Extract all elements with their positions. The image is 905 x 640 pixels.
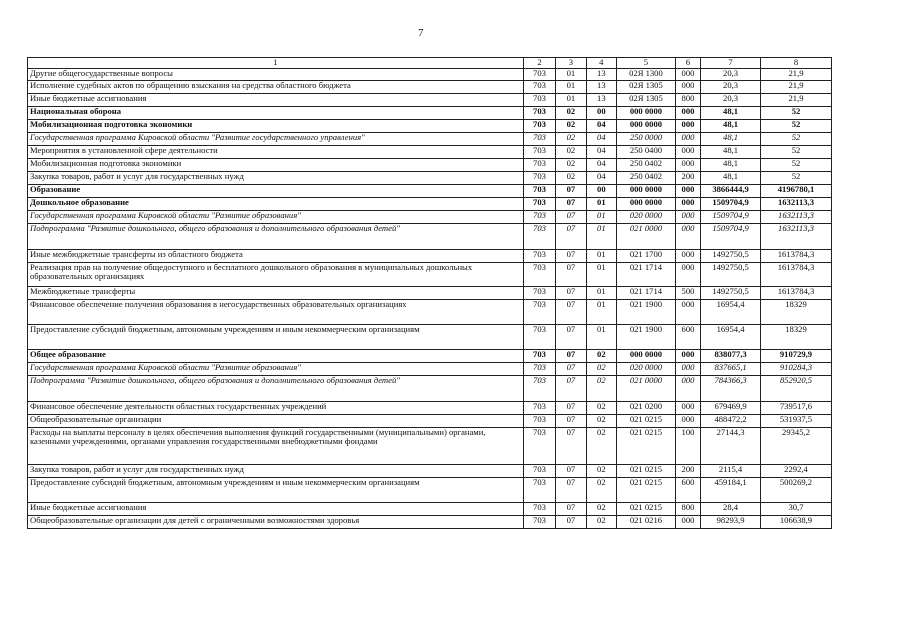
table-row	[28, 349, 832, 362]
table-row	[28, 427, 832, 464]
code-section-cell: 07	[556, 477, 586, 502]
row-name-cell: Дошкольное образование	[28, 197, 524, 210]
code-admin-cell: 703	[523, 502, 555, 515]
amount-year2-cell: 852920,5	[760, 375, 831, 401]
code-admin-cell: 703	[523, 414, 555, 427]
code-section-cell: 07	[556, 502, 586, 515]
code-section-cell: 07	[556, 414, 586, 427]
amount-year2-cell: 1613784,3	[760, 249, 831, 262]
amount-year2-cell: 30,7	[760, 502, 831, 515]
code-subsection-cell: 02	[586, 515, 616, 528]
code-section-cell: 02	[556, 132, 586, 145]
row-name-cell: Общее образование	[28, 349, 524, 362]
row-name-cell: Национальная оборона	[28, 106, 524, 119]
code-admin-cell: 703	[523, 197, 555, 210]
code-subsection-cell: 04	[586, 145, 616, 158]
table-row	[28, 80, 832, 93]
code-target-cell: 02Я 1305	[617, 80, 676, 93]
code-expense-type-cell: 000	[675, 80, 700, 93]
row-name-cell: Закупка товаров, работ и услуг для государственных нужд	[28, 171, 524, 184]
amount-year1-cell: 679469,9	[701, 401, 761, 414]
row-name-cell: Исполнение судебных актов по обращению взыскания на средства областного бюджета	[28, 80, 524, 93]
code-subsection-cell: 04	[586, 132, 616, 145]
row-name-cell: Другие общегосударственные вопросы	[28, 68, 524, 80]
code-admin-cell: 703	[523, 477, 555, 502]
code-expense-type-cell: 000	[675, 210, 700, 223]
amount-year2-cell: 18329	[760, 299, 831, 324]
code-target-cell: 250 0000	[617, 132, 676, 145]
code-target-cell: 021 0200	[617, 401, 676, 414]
code-subsection-cell: 13	[586, 80, 616, 93]
table-header-row	[28, 58, 832, 69]
code-expense-type-cell: 600	[675, 324, 700, 349]
budget-table	[27, 57, 832, 529]
code-target-cell: 021 0215	[617, 477, 676, 502]
code-subsection-cell: 04	[586, 171, 616, 184]
amount-year2-cell: 500269,2	[760, 477, 831, 502]
code-expense-type-cell: 000	[675, 106, 700, 119]
code-target-cell: 02Я 1300	[617, 68, 676, 80]
code-subsection-cell: 02	[586, 349, 616, 362]
code-target-cell: 000 0000	[617, 119, 676, 132]
amount-year2-cell: 106638,9	[760, 515, 831, 528]
row-name-cell: Межбюджетные трансферты	[28, 286, 524, 299]
code-admin-cell: 703	[523, 119, 555, 132]
row-name-cell: Подпрограмма "Развитие дошкольного, общего образования и дополнительного образования детей"	[28, 375, 524, 401]
code-expense-type-cell: 800	[675, 502, 700, 515]
amount-year1-cell: 28,4	[701, 502, 761, 515]
code-target-cell: 021 0216	[617, 515, 676, 528]
table-row	[28, 477, 832, 502]
code-admin-cell: 703	[523, 184, 555, 197]
code-section-cell: 07	[556, 515, 586, 528]
code-section-cell: 07	[556, 375, 586, 401]
code-target-cell: 021 0215	[617, 414, 676, 427]
row-name-cell: Подпрограмма "Развитие дошкольного, общего образования и дополнительного образования детей"	[28, 223, 524, 249]
code-admin-cell: 703	[523, 464, 555, 477]
table-row	[28, 132, 832, 145]
page-number: 7	[418, 27, 424, 39]
code-subsection-cell: 01	[586, 210, 616, 223]
header-cell: 7	[701, 58, 761, 69]
amount-year2-cell: 52	[760, 132, 831, 145]
code-target-cell: 000 0000	[617, 106, 676, 119]
table-row	[28, 362, 832, 375]
code-subsection-cell: 02	[586, 502, 616, 515]
code-section-cell: 01	[556, 68, 586, 80]
amount-year1-cell: 48,1	[701, 171, 761, 184]
header-cell: 4	[586, 58, 616, 69]
code-admin-cell: 703	[523, 223, 555, 249]
code-target-cell: 02Я 1305	[617, 93, 676, 106]
table-row	[28, 210, 832, 223]
row-name-cell: Образование	[28, 184, 524, 197]
code-target-cell: 021 1714	[617, 262, 676, 286]
code-target-cell: 021 1714	[617, 286, 676, 299]
table-row	[28, 171, 832, 184]
code-subsection-cell: 02	[586, 427, 616, 464]
code-target-cell: 250 0402	[617, 171, 676, 184]
row-name-cell: Предоставление субсидий бюджетным, автономным учреждениям и иным некоммерческим организациям	[28, 324, 524, 349]
code-section-cell: 02	[556, 145, 586, 158]
amount-year1-cell: 20,3	[701, 80, 761, 93]
code-subsection-cell: 01	[586, 223, 616, 249]
row-name-cell: Расходы на выплаты персоналу в целях обеспечения выполнения функций государственными (муниципальными) органами, казенными учреждениями, органами управления государственными внебюджетными фондами	[28, 427, 524, 464]
code-subsection-cell: 04	[586, 158, 616, 171]
code-expense-type-cell: 000	[675, 262, 700, 286]
row-name-cell: Предоставление субсидий бюджетным, автономным учреждениям и иным некоммерческим организациям	[28, 477, 524, 502]
row-name-cell: Мобилизационная подготовка экономики	[28, 119, 524, 132]
code-expense-type-cell: 000	[675, 299, 700, 324]
amount-year1-cell: 48,1	[701, 132, 761, 145]
row-name-cell: Иные бюджетные ассигнования	[28, 93, 524, 106]
code-expense-type-cell: 000	[675, 223, 700, 249]
table-row	[28, 324, 832, 349]
code-admin-cell: 703	[523, 515, 555, 528]
code-section-cell: 02	[556, 106, 586, 119]
amount-year2-cell: 18329	[760, 324, 831, 349]
code-subsection-cell: 01	[586, 197, 616, 210]
amount-year2-cell: 2292,4	[760, 464, 831, 477]
code-expense-type-cell: 000	[675, 362, 700, 375]
code-expense-type-cell: 000	[675, 414, 700, 427]
table-row	[28, 464, 832, 477]
code-target-cell: 021 1900	[617, 324, 676, 349]
row-name-cell: Мобилизационная подготовка экономики	[28, 158, 524, 171]
code-target-cell: 021 0000	[617, 223, 676, 249]
amount-year1-cell: 784366,3	[701, 375, 761, 401]
code-subsection-cell: 00	[586, 184, 616, 197]
amount-year2-cell: 52	[760, 119, 831, 132]
code-expense-type-cell: 000	[675, 197, 700, 210]
amount-year2-cell: 52	[760, 106, 831, 119]
code-admin-cell: 703	[523, 299, 555, 324]
code-expense-type-cell: 000	[675, 375, 700, 401]
code-expense-type-cell: 000	[675, 249, 700, 262]
row-name-cell: Государственная программа Кировской области "Развитие государственного управления"	[28, 132, 524, 145]
row-name-cell: Общеобразовательные организации для детей с ограниченными возможностями здоровья	[28, 515, 524, 528]
code-section-cell: 07	[556, 249, 586, 262]
code-admin-cell: 703	[523, 93, 555, 106]
table-row	[28, 375, 832, 401]
code-expense-type-cell: 600	[675, 477, 700, 502]
amount-year1-cell: 838077,3	[701, 349, 761, 362]
code-section-cell: 07	[556, 324, 586, 349]
code-expense-type-cell: 000	[675, 515, 700, 528]
header-cell: 8	[760, 58, 831, 69]
amount-year1-cell: 48,1	[701, 119, 761, 132]
code-expense-type-cell: 000	[675, 401, 700, 414]
code-target-cell: 000 0000	[617, 184, 676, 197]
amount-year2-cell: 52	[760, 145, 831, 158]
table-row	[28, 262, 832, 286]
code-admin-cell: 703	[523, 80, 555, 93]
table-row	[28, 119, 832, 132]
code-admin-cell: 703	[523, 427, 555, 464]
amount-year2-cell: 4196780,1	[760, 184, 831, 197]
amount-year1-cell: 837665,1	[701, 362, 761, 375]
header-cell: 2	[523, 58, 555, 69]
row-name-cell: Общеобразовательные организации	[28, 414, 524, 427]
amount-year2-cell: 21,9	[760, 93, 831, 106]
code-subsection-cell: 13	[586, 68, 616, 80]
amount-year2-cell: 739517,6	[760, 401, 831, 414]
code-admin-cell: 703	[523, 324, 555, 349]
code-subsection-cell: 13	[586, 93, 616, 106]
amount-year1-cell: 48,1	[701, 158, 761, 171]
amount-year1-cell: 1509704,9	[701, 197, 761, 210]
table-row	[28, 145, 832, 158]
code-section-cell: 07	[556, 299, 586, 324]
table-row	[28, 68, 832, 80]
table-row	[28, 414, 832, 427]
amount-year1-cell: 27144,3	[701, 427, 761, 464]
code-expense-type-cell: 000	[675, 145, 700, 158]
header-cell: 5	[617, 58, 676, 69]
amount-year1-cell: 488472,2	[701, 414, 761, 427]
row-name-cell: Мероприятия в установленной сфере деятельности	[28, 145, 524, 158]
code-admin-cell: 703	[523, 349, 555, 362]
amount-year1-cell: 1509704,9	[701, 223, 761, 249]
table-row	[28, 286, 832, 299]
code-section-cell: 02	[556, 119, 586, 132]
code-admin-cell: 703	[523, 210, 555, 223]
code-expense-type-cell: 800	[675, 93, 700, 106]
amount-year1-cell: 1492750,5	[701, 262, 761, 286]
header-cell: 1	[28, 58, 524, 69]
code-admin-cell: 703	[523, 262, 555, 286]
amount-year2-cell: 1632113,3	[760, 223, 831, 249]
amount-year1-cell: 1492750,5	[701, 249, 761, 262]
code-admin-cell: 703	[523, 68, 555, 80]
code-section-cell: 07	[556, 210, 586, 223]
row-name-cell: Иные бюджетные ассигнования	[28, 502, 524, 515]
amount-year2-cell: 531937,5	[760, 414, 831, 427]
table-row	[28, 184, 832, 197]
code-admin-cell: 703	[523, 249, 555, 262]
code-subsection-cell: 02	[586, 414, 616, 427]
row-name-cell: Государственная программа Кировской области "Развитие образования"	[28, 210, 524, 223]
amount-year2-cell: 21,9	[760, 80, 831, 93]
amount-year1-cell: 16954,4	[701, 299, 761, 324]
row-name-cell: Финансовое обеспечение деятельности областных государственных учреждений	[28, 401, 524, 414]
code-admin-cell: 703	[523, 401, 555, 414]
amount-year2-cell: 1632113,3	[760, 210, 831, 223]
amount-year2-cell: 52	[760, 171, 831, 184]
amount-year1-cell: 2115,4	[701, 464, 761, 477]
code-expense-type-cell: 000	[675, 68, 700, 80]
row-name-cell: Иные межбюджетные трансферты из областного бюджета	[28, 249, 524, 262]
amount-year2-cell: 29345,2	[760, 427, 831, 464]
code-admin-cell: 703	[523, 362, 555, 375]
code-admin-cell: 703	[523, 145, 555, 158]
table-row	[28, 106, 832, 119]
amount-year1-cell: 20,3	[701, 68, 761, 80]
amount-year1-cell: 20,3	[701, 93, 761, 106]
code-expense-type-cell: 000	[675, 119, 700, 132]
code-target-cell: 021 0215	[617, 464, 676, 477]
table-row	[28, 502, 832, 515]
code-subsection-cell: 01	[586, 286, 616, 299]
row-name-cell: Финансовое обеспечение получения образования в негосударственных образовательных организациях	[28, 299, 524, 324]
amount-year2-cell: 910284,3	[760, 362, 831, 375]
code-subsection-cell: 01	[586, 262, 616, 286]
amount-year1-cell: 1492750,5	[701, 286, 761, 299]
amount-year2-cell: 1632113,3	[760, 197, 831, 210]
code-target-cell: 020 0000	[617, 362, 676, 375]
table-row	[28, 93, 832, 106]
amount-year1-cell: 3866444,9	[701, 184, 761, 197]
row-name-cell: Закупка товаров, работ и услуг для государственных нужд	[28, 464, 524, 477]
code-subsection-cell: 02	[586, 464, 616, 477]
code-admin-cell: 703	[523, 171, 555, 184]
code-section-cell: 07	[556, 401, 586, 414]
code-admin-cell: 703	[523, 158, 555, 171]
amount-year1-cell: 48,1	[701, 145, 761, 158]
amount-year1-cell: 98293,9	[701, 515, 761, 528]
code-section-cell: 01	[556, 93, 586, 106]
table-row	[28, 515, 832, 528]
code-subsection-cell: 02	[586, 362, 616, 375]
table-row	[28, 401, 832, 414]
row-name-cell: Государственная программа Кировской области "Развитие образования"	[28, 362, 524, 375]
code-section-cell: 07	[556, 349, 586, 362]
code-target-cell: 021 0000	[617, 375, 676, 401]
code-expense-type-cell: 000	[675, 184, 700, 197]
code-expense-type-cell: 100	[675, 427, 700, 464]
code-expense-type-cell: 000	[675, 132, 700, 145]
amount-year1-cell: 48,1	[701, 106, 761, 119]
code-target-cell: 250 0400	[617, 145, 676, 158]
code-admin-cell: 703	[523, 286, 555, 299]
code-expense-type-cell: 000	[675, 349, 700, 362]
table-row	[28, 223, 832, 249]
table-row	[28, 299, 832, 324]
amount-year1-cell: 459184,1	[701, 477, 761, 502]
code-target-cell: 020 0000	[617, 210, 676, 223]
code-admin-cell: 703	[523, 132, 555, 145]
code-expense-type-cell: 200	[675, 171, 700, 184]
code-admin-cell: 703	[523, 375, 555, 401]
code-admin-cell: 703	[523, 106, 555, 119]
code-section-cell: 02	[556, 171, 586, 184]
code-section-cell: 07	[556, 184, 586, 197]
code-section-cell: 02	[556, 158, 586, 171]
code-expense-type-cell: 200	[675, 464, 700, 477]
code-section-cell: 01	[556, 80, 586, 93]
amount-year1-cell: 16954,4	[701, 324, 761, 349]
table-row	[28, 158, 832, 171]
code-target-cell: 021 0215	[617, 427, 676, 464]
code-subsection-cell: 00	[586, 106, 616, 119]
amount-year2-cell: 1613784,3	[760, 262, 831, 286]
code-expense-type-cell: 500	[675, 286, 700, 299]
code-target-cell: 021 0215	[617, 502, 676, 515]
amount-year1-cell: 1509704,9	[701, 210, 761, 223]
code-target-cell: 021 1900	[617, 299, 676, 324]
code-target-cell: 021 1700	[617, 249, 676, 262]
code-expense-type-cell: 000	[675, 158, 700, 171]
code-section-cell: 07	[556, 262, 586, 286]
code-subsection-cell: 04	[586, 119, 616, 132]
code-section-cell: 07	[556, 362, 586, 375]
header-cell: 6	[675, 58, 700, 69]
code-subsection-cell: 01	[586, 299, 616, 324]
code-target-cell: 250 0402	[617, 158, 676, 171]
code-section-cell: 07	[556, 427, 586, 464]
code-subsection-cell: 01	[586, 324, 616, 349]
code-subsection-cell: 02	[586, 375, 616, 401]
amount-year2-cell: 1613784,3	[760, 286, 831, 299]
amount-year2-cell: 21,9	[760, 68, 831, 80]
row-name-cell: Реализация прав на получение общедоступного и бесплатного дошкольного образования в муниципальных дошкольных образовательных организациях	[28, 262, 524, 286]
header-cell: 3	[556, 58, 586, 69]
code-section-cell: 07	[556, 223, 586, 249]
code-subsection-cell: 02	[586, 477, 616, 502]
code-subsection-cell: 01	[586, 249, 616, 262]
code-target-cell: 000 0000	[617, 197, 676, 210]
code-target-cell: 000 0000	[617, 349, 676, 362]
code-section-cell: 07	[556, 286, 586, 299]
table-row	[28, 249, 832, 262]
amount-year2-cell: 910729,9	[760, 349, 831, 362]
code-section-cell: 07	[556, 464, 586, 477]
code-subsection-cell: 02	[586, 401, 616, 414]
code-section-cell: 07	[556, 197, 586, 210]
table-row	[28, 197, 832, 210]
amount-year2-cell: 52	[760, 158, 831, 171]
